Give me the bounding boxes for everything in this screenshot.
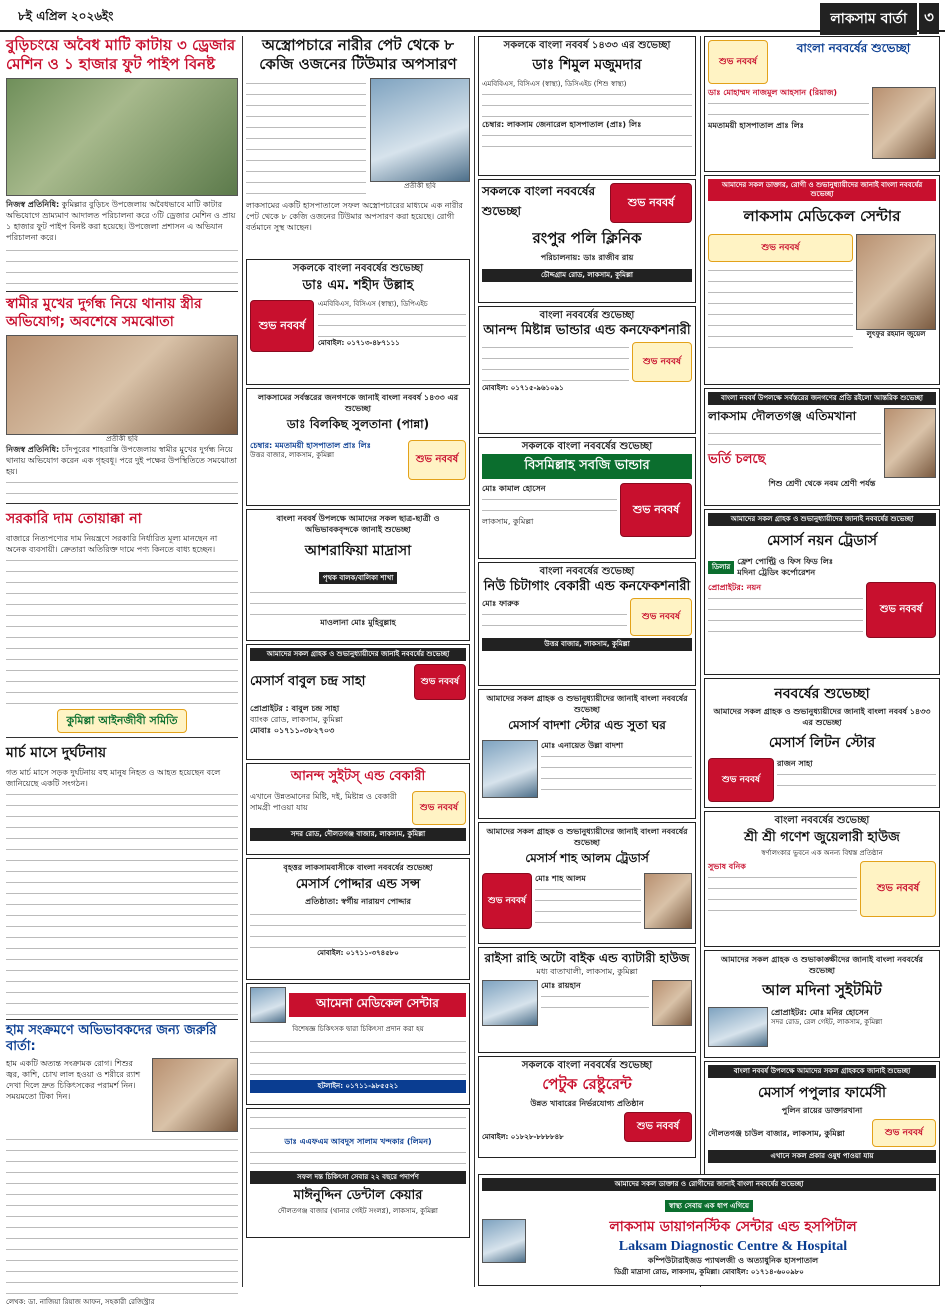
ad-chamber: চেম্বার: লাকসাম জেনারেল হাসপাতাল (প্রাঃ) লিঃ — [482, 120, 642, 129]
ad-footer: এখানে সকল প্রকার ওষুধ পাওয়া যায় — [708, 1150, 936, 1163]
text-lines — [250, 1147, 466, 1169]
story-body: বাজারে নিত্যপণ্যের দাম নিয়ন্ত্রণে সরকারি নির্ধারিত মূল্য মানছেন না অনেক ব্যবসায়ী। ক্রেতারা অতিরিক্ত দামে পণ্য কিনতে বাধ্য হচ্ছেন। — [6, 534, 218, 554]
page-header — [0, 0, 945, 32]
ad-hospital: মমতাময়ী হাসপাতাল প্রাঃ লিঃ — [708, 121, 804, 130]
ad-principal: মাওলানা মোঃ মুহিবুল্লাহ — [320, 618, 396, 627]
ad-dental-care — [246, 1108, 470, 1238]
story-headline: সরকারি দাম তোয়াক্কা না — [6, 503, 238, 531]
story-headline: স্বামীর মুখের দুর্গন্ধ নিয়ে থানায় স্ত্রীর অভিযোগ; অবশেষে সমঝোতা — [6, 291, 238, 331]
ad-detail: এমবিবিএস, বিসিএস (স্বাস্থ্য), ডিপিএইচ — [318, 300, 428, 308]
story-photo — [6, 78, 238, 196]
owner-photo — [856, 234, 936, 330]
ad-name: আনন্দ মিষ্টান্ন ভান্ডার এন্ড কনফেকশনারী — [483, 323, 691, 338]
ad-rangpur-clinic — [478, 179, 696, 303]
byline: নিজস্ব প্রতিনিধি: — [6, 200, 60, 209]
text-lines — [250, 587, 466, 617]
ad-subtitle: পুলিন রায়ের ডাক্তারখানা — [781, 1106, 863, 1115]
ad-name: মাঈনুদ্দিন ডেন্টাল কেয়ার — [293, 1188, 423, 1203]
ad-proprietor: মোঃ এনায়েত উল্লা বাদশা — [541, 741, 624, 750]
greeting-badge: শুভ নববর্ষ — [708, 758, 774, 802]
greeting-badge: শুভ নববর্ষ — [624, 1112, 692, 1142]
story-body: চাঁদপুরের শাহরাস্তি উপজেলায় স্বামীর মুখের দুর্গন্ধ নিয়ে থানায় অভিযোগ করেন এক গৃহবধূ। পরে দুই পক্ষের উপস্থিতিতে সমঝোতা হয়। — [6, 445, 238, 476]
text-lines — [482, 130, 692, 152]
byline: নিজস্ব প্রতিনিধি: — [6, 445, 60, 454]
ad-subtitle: আমাদের সকল গ্রাহক ও শুভানুধ্যায়ীদের জানাই বাংলা নববর্ষ ১৪৩৩ এর শুভেচ্ছা — [713, 707, 931, 727]
ad-liton-store — [704, 678, 940, 808]
text-lines — [246, 78, 366, 198]
ad-mishtanno — [478, 306, 696, 434]
ad-address: সদর রোড, দৌলতগঞ্জ বাজার, লাকসাম, কুমিল্লা — [250, 828, 466, 841]
greeting-badge: শুভ নববর্ষ — [708, 40, 768, 84]
greeting-badge: শুভ নববর্ষ — [632, 342, 692, 382]
column-rule — [242, 36, 243, 1287]
doctor-photo — [872, 87, 936, 159]
ad-laksam-medical — [704, 175, 940, 385]
ad-proprietor: রাজন সাহা — [777, 759, 813, 768]
column-rule — [700, 36, 701, 1287]
masthead: লাকসাম বার্তা — [820, 3, 917, 35]
ad-name: নিউ চিটাগাং বেকারী এন্ড কনফেকশনারী — [483, 579, 691, 594]
story-headline: হাম সংক্রমণে অভিভাবকদের জন্য জরুরি বার্তা: — [6, 1019, 238, 1055]
ad-chittagong-bakery — [478, 562, 696, 686]
ad-poddar — [246, 858, 470, 980]
text-lines — [482, 89, 692, 119]
ad-owner: লুৎফুর রহমান জুয়েল — [866, 330, 926, 338]
ad-babul — [246, 644, 470, 760]
ad-subtitle: স্বর্ণালংকার ভুবনে এক অনন্য বিশ্বস্ত প্রতিষ্ঠান — [761, 849, 883, 857]
story-photo — [370, 78, 470, 182]
product-photo — [482, 740, 538, 798]
ad-name: আল মদিনা সুইটমিট — [762, 981, 882, 999]
ad-address: উত্তর বাজার, লাকসাম, কুমিল্লা — [482, 638, 692, 651]
product-photo — [708, 1007, 768, 1047]
story-body: গত মার্চ মাসে সড়ক দুর্ঘটনায় বহু মানুষ নিহত ও আহত হয়েছেন বলে জানিয়েছে একটি সংগঠন। — [6, 768, 221, 788]
ad-address: ব্যাংক রোড, লাকসাম, কুমিল্লা — [250, 715, 343, 724]
ad-name: ডাঃ এম. শহীদ উল্লাহ — [302, 278, 414, 293]
greeting-badge: শুভ নববর্ষ — [708, 234, 853, 262]
ad-name: ডাঃ শিমুল মজুমদার — [532, 57, 642, 73]
ad-badsha-store — [478, 689, 696, 819]
greeting-badge: শুভ নববর্ষ — [630, 598, 692, 636]
ad-name: ডাঃ বিলকিছ সুলতানা (পান্না) — [286, 417, 430, 431]
ad-greeting: সফল দন্ত চিকিৎসা সেবার ২২ বছরে পদার্পণ — [250, 1171, 466, 1184]
owner-photo — [652, 980, 692, 1026]
ad-greeting: সকলকে বাংলা নববর্ষের শুভেচ্ছা — [482, 184, 596, 218]
story-body: লাকসামের একটি হাসপাতালে সফল অস্ত্রোপচারের মাধ্যমে এক নারীর পেট থেকে ৮ কেজি ওজনের টিউমার অপসারণ করা হয়েছে। রোগী বর্তমানে সুস্থ আছেন। — [246, 201, 463, 232]
text-lines — [6, 555, 238, 705]
ad-line: ফ্রেশ পোল্ট্রি ও ফিস ফিড লিঃ — [737, 557, 834, 566]
ad-proprietor: প্রোপ্রাইটর: মোঃ মনির হোসেন — [771, 1008, 869, 1017]
greeting-badge: শুভ নববর্ষ — [414, 664, 466, 700]
text-lines — [6, 789, 238, 1015]
ad-phone: মোবাইল: ০১৭১৫-৯৬১০৯১ — [482, 384, 564, 392]
ad-name: মেসার্স বাদশা স্টোর এন্ড সুতা ঘর — [508, 718, 666, 732]
ad-director: পরিচালনায়: ডাঃ রাজীব রায় — [540, 253, 634, 262]
ad-name: ডাঃ মোহাম্মদ নাজমুল আহসান (রিয়াজ) — [708, 88, 838, 97]
ad-nayan-traders — [704, 509, 940, 675]
ad-greeting: বাংলা নববর্ষের শুভেচ্ছা — [796, 41, 911, 55]
text-lines — [250, 909, 466, 949]
text-lines — [482, 609, 627, 631]
ad-dr-bilkis — [246, 388, 470, 506]
ad-subtitle: উন্নত খাবারের নির্ভরযোগ্য প্রতিষ্ঠান — [530, 1099, 644, 1108]
ad-name: মেসার্স পপুলার ফার্মেসী — [758, 1085, 886, 1101]
ad-greeting: বাংলা নববর্ষের শুভেচ্ছা — [539, 310, 635, 321]
ad-dr-shahid — [246, 259, 470, 385]
photo-caption: প্রতীকী ছবি — [106, 435, 138, 443]
ad-dr-nazmul — [704, 36, 940, 172]
text-lines — [318, 309, 466, 339]
ad-phone: হটলাইন: ০১৭১১-৯৮৫৫২১ — [250, 1080, 466, 1093]
text-lines — [6, 245, 238, 285]
text-lines — [250, 1112, 466, 1134]
ad-body: এখানে উন্নতমানের মিষ্টি, দই, মিষ্টান্ন ও বেকারী সামগ্রী পাওয়া যায় — [250, 792, 397, 812]
ad-subtitle: বিশেষজ্ঞ চিকিৎসক দ্বারা চিকিৎসা প্রদান করা হয় — [292, 1025, 424, 1033]
ad-popular-pharmacy — [704, 1061, 940, 1177]
ad-name: মেসার্স পোদ্দার এন্ড সন্স — [295, 877, 421, 892]
ad-greeting: বাংলা নববর্ষ উপলক্ষে আমাদের সকল ছাত্র-ছাত্রী ও অভিভাবকবৃন্দকে জানাই শুভেচ্ছা — [276, 514, 440, 534]
text-lines — [482, 342, 629, 382]
ad-address: দৌলতগঞ্জ বাজার (থানার গেইট সংলগ্ন), লাকসাম, কুমিল্লা — [278, 1207, 438, 1215]
story-headline: মার্চ মাসে দুর্ঘটনায় — [6, 737, 238, 765]
ad-name: মেসার্স নয়ন ট্রেডার্স — [767, 533, 877, 549]
ad-subtitle: ভর্তি চলছে — [708, 452, 766, 467]
greeting-badge: শুভ নববর্ষ — [610, 183, 692, 223]
ad-dr-shimul — [478, 36, 696, 176]
ad-name: পেটুক রেষ্টুরেন্ট — [542, 1075, 632, 1093]
column-3 — [478, 36, 696, 1170]
ad-name-bn: লাকসাম ডায়াগনস্টিক সেন্টার এন্ড হসপিটাল — [609, 1219, 857, 1235]
ad-greeting: বাংলা নববর্ষ উপলক্ষে সর্বস্তরের জনগণের প্রতি রইলো আন্তরিক শুভেচ্ছা — [708, 392, 936, 405]
ad-address: চৌদ্দগ্রাম রোড, লাকসাম, কুমিল্লা — [482, 269, 692, 282]
dealer-label: ডিলার — [708, 561, 734, 574]
ad-name: লাকসাম দৌলতগঞ্জ এতিমখানা — [708, 409, 857, 423]
text-lines — [541, 751, 692, 795]
story-photo — [152, 1058, 238, 1132]
ad-name: মেসার্স বাবুল চন্দ্র সাহা — [250, 673, 366, 689]
ad-laksam-diagnostic — [478, 1174, 940, 1286]
column-2 — [246, 36, 470, 1248]
story-body: কুমিল্লার বুড়িচং উপজেলায় অবৈধভাবে মাটি কাটার অভিযোগে ভ্রাম্যমাণ আদালত পরিচালনা করে ৩টি ড্রেজার মেশিন ও প্রায় ১ হাজার ফুট পাইপ বিনষ্ট করা হয়েছে। উপজেলা প্রশাসন এ অভিযান পরিচালনা করে। — [6, 200, 236, 242]
ad-name: মেসার্স লিটন স্টোর — [768, 735, 876, 751]
story-body: হাম একটি অত্যন্ত সংক্রামক রোগ। শিশুর জ্বর, কাশি, চোখ লাল হওয়া ও শরীরে র‍্যাশ দেখা দিলে দ্রুত চিকিৎসকের পরামর্শ নিন। সময়মতো টিকা দিন। — [6, 1059, 141, 1101]
ad-madrasa — [246, 509, 470, 641]
greeting-badge: শুভ নববর্ষ — [482, 873, 532, 929]
ad-greeting: নববর্ষের শুভেচ্ছা — [774, 686, 870, 702]
text-lines — [250, 1036, 466, 1080]
ad-name: রাইসা রাহি অটো বাইক এন্ড ব্যাটারী হাউজ — [484, 951, 690, 965]
ad-greeting: বাংলা নববর্ষ উপলক্ষে আমাদের সকল গ্রাহককে জানাই শুভেচ্ছা — [708, 1065, 936, 1078]
ad-address: সদর রোড, রেল গেইট, লাকসাম, কুমিল্লা — [771, 1018, 883, 1026]
ad-name: আশরাফিয়া মাদ্রাসা — [304, 543, 412, 559]
ad-name: আমেনা মেডিকেল সেন্টার — [289, 993, 466, 1017]
text-lines — [708, 428, 881, 450]
ad-name: বিসমিল্লাহ সবজি ভান্ডার — [482, 454, 692, 479]
ad-proprietor: মোঃ ফারুক — [482, 599, 519, 608]
ad-greeting: আমাদের সকল গ্রাহক ও শুভাকাঙ্ক্ষীদের জানাই বাংলা নববর্ষের শুভেচ্ছা — [721, 955, 923, 975]
ad-greeting: লাকসামের সর্বস্তরের জনগণকে জানাই বাংলা নববর্ষ ১৪৩৩ এর শুভেচ্ছা — [258, 393, 458, 413]
ad-orphanage — [704, 388, 940, 506]
ad-greeting: সকলকে বাংলা নববর্ষের শুভেচ্ছা — [521, 1060, 653, 1071]
ad-name: রংপুর পলি ক্লিনিক — [532, 229, 642, 247]
ad-greeting: আমাদের সকল গ্রাহক ও শুভানুধ্যায়ীদের জানাই নববর্ষের শুভেচ্ছা — [708, 513, 936, 526]
text-lines — [777, 769, 936, 791]
text-lines — [482, 494, 617, 516]
ad-name-en: Laksam Diagnostic Centre & Hospital — [618, 1239, 848, 1254]
column-4 — [704, 36, 940, 1170]
text-lines — [6, 1134, 238, 1296]
text-lines — [6, 477, 238, 499]
ad-greeting: সকলকে বাংলা নববর্ষের শুভেচ্ছা — [521, 441, 653, 452]
text-lines — [541, 991, 649, 1013]
ad-greeting: বাংলা নববর্ষের শুভেচ্ছা — [539, 566, 635, 577]
ad-petuk-restaurant — [478, 1056, 696, 1158]
text-lines — [535, 884, 641, 928]
ad-bismillah — [478, 437, 696, 559]
ad-proprietor: সুভাষ বনিক — [708, 862, 746, 871]
ad-doctor: ডাঃ এএফএম আবদুস সালাম খন্দকার (লিমন) — [284, 1137, 432, 1146]
ad-address: ডিগ্রী মাদ্রাসা রোড, লাকসাম, কুমিল্লা। মোবাইল: ০১৭১৪-৬০০৯৮০ — [614, 1268, 804, 1276]
page-number: ৩ — [919, 3, 939, 34]
greeting-badge: শুভ নববর্ষ — [866, 582, 936, 638]
text-lines — [708, 593, 863, 637]
ad-phone: মোবাইল: ০১৮২৮-৮৮৮৮৪৮ — [482, 1133, 564, 1141]
ad-name: আনন্দ সুইটস্ এন্ড বেকারী — [290, 769, 426, 784]
issue-date: ৮ই এপ্রিল ২০২৬ইং — [18, 9, 114, 23]
ad-proprietor: প্রোপ্রাইটর : বাবুল চন্দ্র সাহা — [250, 704, 340, 713]
ad-class-range: শিশু শ্রেণী থেকে নবম শ্রেণী পর্যন্ত — [768, 479, 876, 488]
ad-raisa-battery — [478, 947, 696, 1053]
ad-phone: মোবাঃ ০১৭১১-৩৮২৭০৩ — [250, 726, 335, 735]
owner-photo — [884, 408, 936, 478]
greeting-badge: শুভ নববর্ষ — [250, 300, 314, 352]
ad-ganesh-jewellery — [704, 811, 940, 947]
ad-proprietor: প্রোপ্রাইটর: নয়ন — [708, 583, 761, 592]
ad-tagline: স্বাস্থ্য সেবায় এক ধাপ এগিয়ে — [665, 1200, 753, 1212]
ad-address: দৌলতগঞ্জ চাউল বাজার, লাকসাম, কুমিল্লা — [708, 1128, 845, 1138]
column-1 — [6, 36, 238, 1306]
text-lines — [708, 98, 869, 120]
ad-greeting: বাংলা নববর্ষের শুভেচ্ছা — [774, 815, 870, 826]
hospital-logo-icon — [250, 987, 286, 1023]
story-footer: লেখক: ডা. নাজিয়া রিয়াজ আফন, সহকারী রেজিস্ট্রার — [6, 1298, 155, 1306]
ad-greeting: সকলকে বাংলা নববর্ষের শুভেচ্ছা — [292, 263, 424, 274]
ad-al-medina — [704, 950, 940, 1058]
product-photo — [482, 980, 538, 1026]
ad-phone: মোবাইল: ০১৭১৩-৪৮৭১১১ — [318, 339, 400, 347]
ad-line: মদিনা ট্রেডিং কর্পোরেশন — [737, 568, 816, 577]
greeting-badge: শুভ নববর্ষ — [872, 1119, 936, 1147]
ad-greeting: আমাদের সকল গ্রাহক ও শুভানুধ্যায়ীদের জানাই বাংলা নববর্ষের শুভেচ্ছা — [486, 827, 688, 847]
greeting-badge: শুভ নববর্ষ — [412, 791, 466, 825]
ad-proprietor: মোঃ কামাল হোসেন — [482, 484, 546, 493]
ad-name: শ্রী শ্রী গণেশ জুয়েলারী হাউজ — [744, 830, 900, 845]
ad-greeting: বৃহত্তর লাকসামবাসীকে বাংলা নববর্ষের শুভেচ্ছা — [283, 863, 433, 872]
greeting-badge: শুভ নববর্ষ — [860, 861, 936, 917]
ad-proprietor: মোঃ রায়হান — [541, 981, 581, 990]
greeting-badge: শুভ নববর্ষ — [620, 483, 692, 537]
story-headline: অস্ত্রোপচারে নারীর পেট থেকে ৮ কেজি ওজনের টিউমার অপসারণ — [259, 36, 457, 73]
ad-greeting: সকলকে বাংলা নববর্ষ ১৪৩৩ এর শুভেচ্ছা — [503, 40, 671, 51]
text-lines — [708, 872, 857, 916]
ad-proprietor: প্রতিষ্ঠাতা: স্বর্গীয় নারায়ণ পোদ্দার — [305, 897, 411, 906]
ad-greeting: আমাদের সকল গ্রাহক ও শুভানুধ্যায়ীদের জানাই নববর্ষের শুভেচ্ছা — [250, 648, 466, 661]
text-lines — [708, 265, 853, 353]
ad-name: মেসার্স শাহ আলম ট্রেডার্স — [525, 851, 649, 865]
ad-anondo-sweets — [246, 763, 470, 855]
ad-phone: মোবাইল: ০১৭১১-৩৭৪৫৮০ — [317, 949, 399, 957]
ad-subtitle: পৃথক বালক/বালিকা শাখা — [319, 572, 398, 584]
ad-greeting: আমাদের সকল ডাক্তার ও রোগীদের জানাই বাংলা নববর্ষের শুভেচ্ছা — [482, 1178, 936, 1191]
column-rule — [474, 36, 475, 1287]
ad-greeting: আমাদের সকল গ্রাহক ও শুভানুধ্যায়ীদের জানাই বাংলা নববর্ষের শুভেচ্ছা — [486, 694, 688, 714]
ad-address: লাকসাম, কুমিল্লা — [482, 517, 534, 526]
ad-greeting: আমাদের সকল ডাক্তার, রোগী ও শুভানুধ্যায়ীদের জানাই বাংলা নববর্ষের শুভেচ্ছা — [708, 179, 936, 201]
photo-caption: প্রতীকী ছবি — [404, 182, 436, 190]
ad-amena-medical — [246, 983, 470, 1105]
ad-name: লাকসাম মেডিকেল সেন্টার — [743, 207, 901, 225]
story-headline: বুড়িচংয়ে অবৈধ মাটি কাটায় ৩ ড্রেজার মেশিন ও ১ হাজার ফুট পাইপ বিনষ্ট — [6, 36, 236, 73]
ad-shah-alam — [478, 822, 696, 944]
ad-hospital: চেম্বার: মমতাময়ী হাসপাতাল প্রাঃ লিঃ — [250, 441, 371, 450]
ad-proprietor: মোঃ শাহ আলম — [535, 874, 586, 883]
ad-address: মধ্য বাতাখালী, লাকসাম, কুমিল্লা — [536, 967, 638, 976]
hospital-logo-icon — [482, 1219, 526, 1263]
ad-address: উত্তর বাজার, লাকসাম, কুমিল্লা — [250, 451, 334, 459]
owner-photo — [644, 873, 692, 929]
inline-logo: কুমিল্লা আইনজীবী সমিতি — [57, 709, 187, 733]
ad-detail: এমবিবিএস, বিসিএস (স্বাস্থ্য), ডিসিএইচ (শিশু স্বাস্থ্য) — [482, 80, 627, 88]
ad-subtitle: কম্পিউটারাইজড প্যাথলজী ও অত্যাধুনিক হাসপাতাল — [647, 1256, 819, 1265]
story-photo — [6, 335, 238, 435]
greeting-badge: শুভ নববর্ষ — [408, 440, 466, 480]
